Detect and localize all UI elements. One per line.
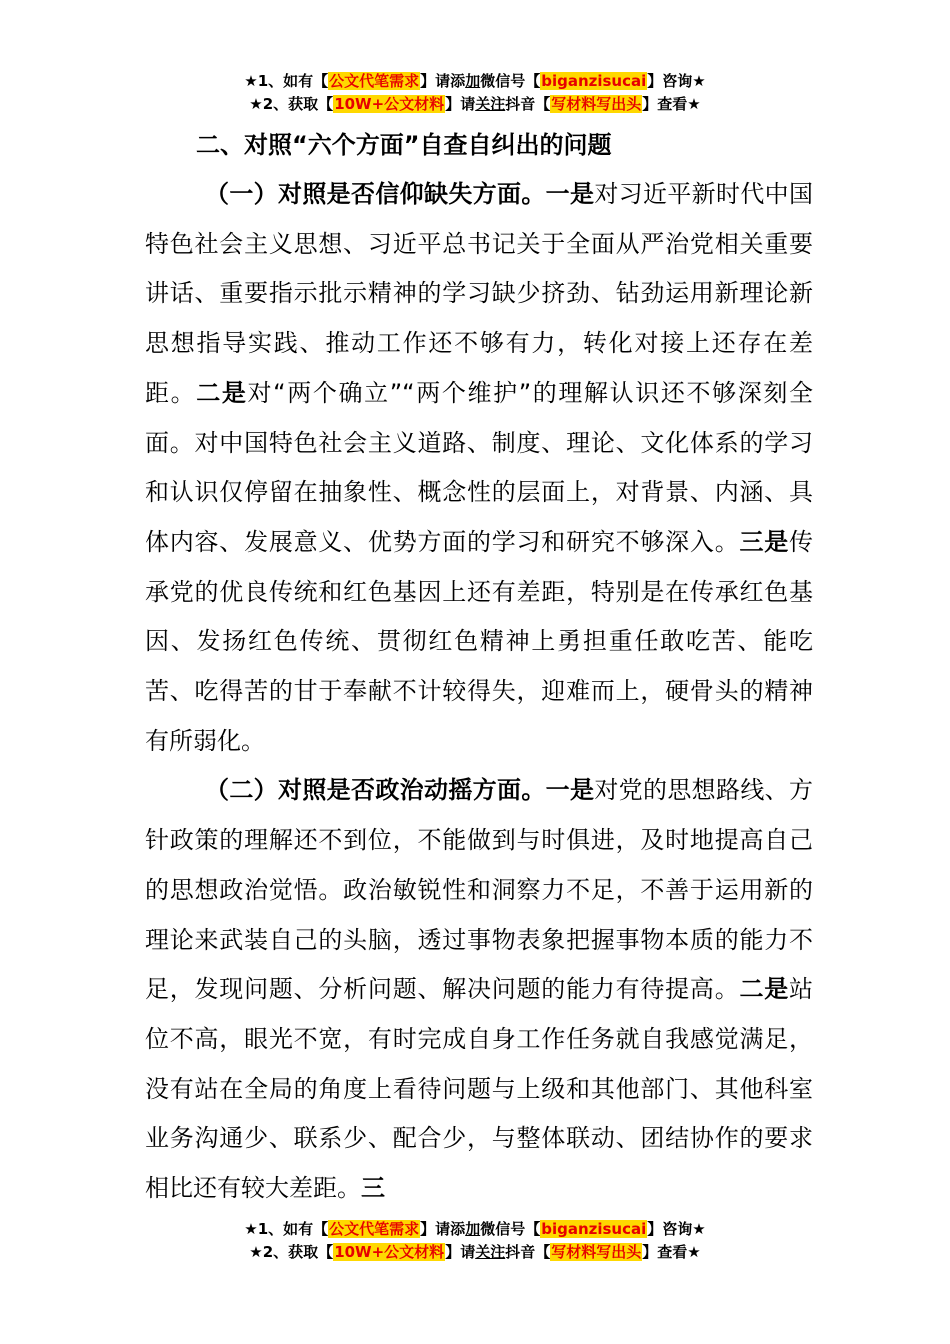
banner-text: 】查看★ [642, 95, 701, 113]
paragraph-1 [145, 170, 813, 766]
banner-text: ★2、获取【 [249, 95, 334, 113]
document-body [145, 170, 813, 1214]
banner-text: ★2、获取【 [249, 1243, 334, 1261]
point-text: 对党的思想路线、方针政策的理解还不到位，不能做到与时俱进，及时地提高自己的思想政治觉悟。政治敏锐性和洞察力不足，不善于运用新的理论来武装自己的头脑，透过事物表象把握事物本质的能力不足，发现问题、分析问题、解决问题的能力有待提高。 [145, 776, 814, 1004]
banner-text: 】咨询★ [647, 72, 706, 90]
point-keyword: 二是 [196, 378, 248, 407]
banner-text: ★1、如有【 [244, 72, 329, 90]
banner-line-2 [0, 1241, 950, 1264]
banner-highlight: 公文代笔需求 [329, 72, 420, 90]
banner-text: 抖音【 [505, 1243, 551, 1261]
banner-line-1 [0, 1218, 950, 1241]
banner-highlight: 公文代笔需求 [329, 1220, 420, 1238]
banner-highlight: 10W+公文材料 [334, 95, 445, 113]
section-title: 二、对照“六个方面”自查自纠出的问题 [196, 131, 612, 159]
banner-text: 】请添 [420, 1220, 466, 1238]
banner-highlight: 10W+公文材料 [334, 1243, 445, 1261]
banner-text: ★1、如有【 [244, 1220, 329, 1238]
banner-underline: 加 [465, 72, 481, 90]
paragraph-2 [145, 766, 813, 1213]
footer-banner [0, 1218, 950, 1264]
point-keyword: 一是 [545, 776, 595, 805]
banner-line-1 [0, 70, 950, 93]
point-keyword: 二是 [739, 975, 790, 1004]
banner-text: 】请添 [420, 72, 466, 90]
banner-underline: 关注 [475, 1243, 506, 1261]
point-keyword: 一是 [545, 180, 595, 208]
point-keyword: 三是 [739, 527, 790, 556]
banner-text: 】咨询★ [647, 1220, 706, 1238]
banner-douyin-id: 写材料写出头 [551, 95, 642, 113]
banner-wechat-id: biganzisucai [541, 72, 647, 90]
paragraph-heading: （二）对照是否政治动摇方面。 [205, 776, 546, 805]
point-text: 传承党的优良传统和红色基因上还有差距，特别是在传承红色基因、发扬红色传统、贯彻红色精神上勇担重任敢吃苦、能吃苦、吃得苦的甘于奉献不计较得失，迎难而上，硬骨头的精神有所弱化。 [145, 527, 814, 755]
banner-underline: 加 [465, 1220, 481, 1238]
point-keyword: 三 [361, 1174, 385, 1203]
banner-douyin-id: 写材料写出头 [551, 1243, 642, 1261]
banner-line-2 [0, 93, 950, 116]
point-text: 对习近平新时代中国特色社会主义思想、习近平总书记关于全面从严治党相关重要讲话、重要指示批示精神的学习缺少挤劲、钻劲运用新理论新思想指导实践、推动工作还不够有力，转化对接上还存在差距。 [145, 180, 814, 407]
banner-text: 】请 [445, 1243, 476, 1261]
banner-text: 抖音【 [505, 95, 551, 113]
point-text: 站位不高，眼光不宽，有时完成自身工作任务就自我感觉满足，没有站在全局的角度上看待问题与上级和其他部门、其他科室业务沟通少、联系少、配合少，与整体联动、团结协作的要求相比还有较大差距。 [145, 975, 814, 1203]
banner-wechat-id: biganzisucai [541, 1220, 647, 1238]
banner-text: 微信号【 [480, 72, 541, 90]
banner-text: 】查看★ [642, 1243, 701, 1261]
banner-text: 】请 [445, 95, 476, 113]
paragraph-heading: （一）对照是否信仰缺失方面。 [205, 180, 546, 208]
header-banner [0, 70, 950, 116]
banner-underline: 关注 [475, 95, 506, 113]
point-text: 对“两个确立”“两个维护”的理解认识还不够深刻全面。对中国特色社会主义道路、制度、理论、文化体系的学习和认识仅停留在抽象性、概念性的层面上，对背景、内涵、具体内容、发展意义、优势方面的学习和研究不够深入。 [145, 378, 814, 556]
banner-text: 微信号【 [480, 1220, 541, 1238]
